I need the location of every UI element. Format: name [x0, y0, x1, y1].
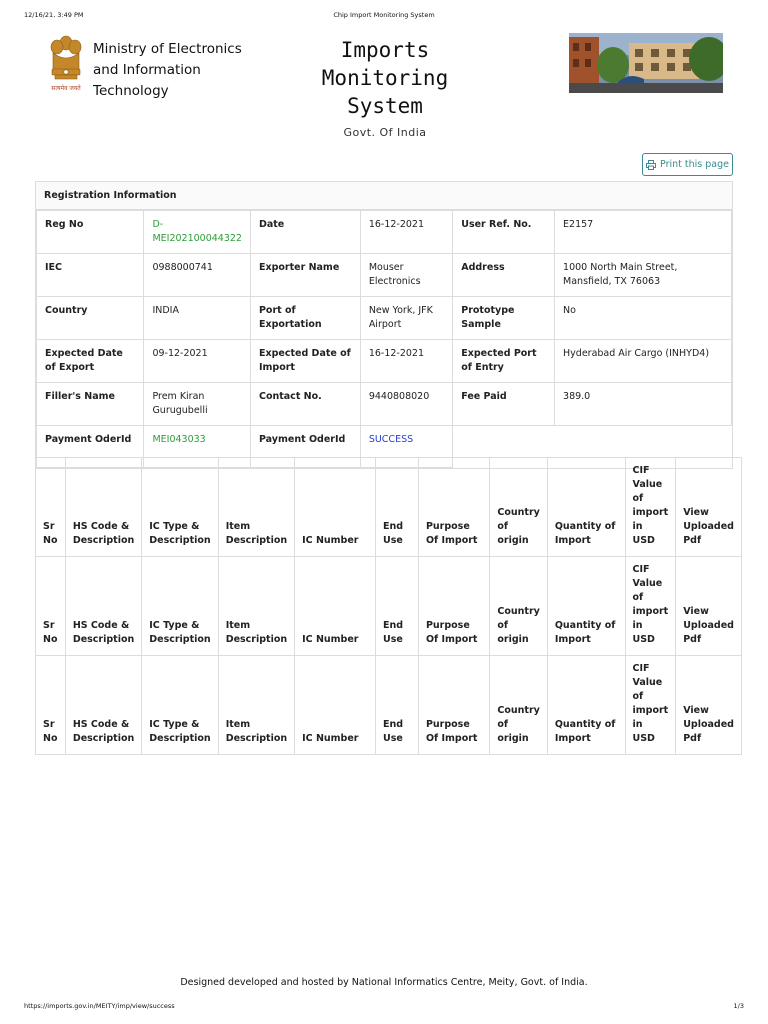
item-header-row [36, 458, 742, 557]
registration-table [36, 210, 732, 468]
column-header: HS Code & Description [65, 458, 141, 557]
field-value: Mouser Electronics [360, 254, 452, 297]
import-items-table [35, 457, 742, 755]
column-header: Item Description [218, 557, 294, 656]
emblem-motto: सत्यमेव जयते [51, 85, 81, 92]
site-title-line-3: System [347, 94, 423, 118]
site-title-block [300, 36, 470, 139]
column-header: IC Type & Description [142, 458, 218, 557]
field-label: IEC [37, 254, 144, 297]
field-label: User Ref. No. [453, 211, 555, 254]
site-title-line-2: Monitoring [321, 66, 449, 90]
field-value: 09-12-2021 [144, 340, 251, 383]
field-value: 16-12-2021 [360, 211, 452, 254]
printer-icon [646, 160, 656, 170]
column-header: End Use [376, 557, 419, 656]
print-page-title: Chip Import Monitoring System [333, 11, 435, 19]
column-header: HS Code & Description [65, 557, 141, 656]
field-label: Payment OderId [250, 426, 360, 468]
column-header: Quantity of Import [547, 557, 625, 656]
building-photo [569, 33, 723, 93]
field-value: New York, JFK Airport [360, 297, 452, 340]
field-label: Port of Exportation [250, 297, 360, 340]
print-url: https://imports.gov.in/MEITY/imp/view/success [24, 1002, 175, 1010]
field-value: Prem Kiran Gurugubelli [144, 383, 251, 426]
column-header: Quantity of Import [547, 656, 625, 755]
registration-heading: Registration Information [36, 182, 732, 210]
field-label: Contact No. [250, 383, 360, 426]
column-header: End Use [376, 458, 419, 557]
field-value: 1000 North Main Street, Mansfield, TX 76063 [555, 254, 732, 297]
registration-row [37, 340, 732, 383]
field-value: INDIA [144, 297, 251, 340]
column-header: Sr No [36, 557, 66, 656]
registration-row [37, 254, 732, 297]
registration-information-panel [35, 181, 733, 469]
field-value: Hyderabad Air Cargo (INHYD4) [555, 340, 732, 383]
column-header: Item Description [218, 458, 294, 557]
field-value: SUCCESS [360, 426, 452, 468]
print-header [24, 11, 744, 21]
field-label: Country [37, 297, 144, 340]
column-header: View Uploaded Pdf [676, 557, 742, 656]
column-header: Country of origin [490, 557, 547, 656]
field-value: MEI043033 [144, 426, 251, 468]
print-footer [24, 1002, 744, 1010]
field-label: Exporter Name [250, 254, 360, 297]
field-label: Payment OderId [37, 426, 144, 468]
print-datetime: 12/16/21, 3:49 PM [24, 11, 84, 19]
registration-row [37, 297, 732, 340]
field-label: Fee Paid [453, 383, 555, 426]
column-header: Sr No [36, 458, 66, 557]
column-header: Quantity of Import [547, 458, 625, 557]
registration-row [37, 383, 732, 426]
print-this-page-button[interactable] [642, 153, 733, 176]
column-header: Purpose Of Import [418, 656, 489, 755]
column-header: IC Number [295, 656, 376, 755]
field-label: Prototype Sample [453, 297, 555, 340]
column-header: View Uploaded Pdf [676, 458, 742, 557]
print-page-number: 1/3 [733, 1002, 744, 1010]
field-label: Expected Date of Export [37, 340, 144, 383]
print-button-label: Print this page [660, 159, 729, 170]
field-value: 9440808020 [360, 383, 452, 426]
item-header-row [36, 557, 742, 656]
column-header: CIF Value of import in USD [625, 458, 676, 557]
field-value: 389.0 [555, 383, 732, 426]
column-header: Country of origin [490, 458, 547, 557]
column-header: End Use [376, 656, 419, 755]
ministry-line-3: Technology [93, 83, 169, 99]
field-value: 0988000741 [144, 254, 251, 297]
field-label: Expected Date of Import [250, 340, 360, 383]
column-header: Purpose Of Import [418, 458, 489, 557]
field-label: Address [453, 254, 555, 297]
column-header: IC Type & Description [142, 656, 218, 755]
column-header: HS Code & Description [65, 656, 141, 755]
field-label: Reg No [37, 211, 144, 254]
field-label: Expected Port of Entry [453, 340, 555, 383]
ministry-branding [46, 33, 256, 103]
column-header: Sr No [36, 656, 66, 755]
column-header: CIF Value of import in USD [625, 557, 676, 656]
ministry-line-1: Ministry of Electronics [93, 41, 242, 57]
field-value: No [555, 297, 732, 340]
site-footer: Designed developed and hosted by National Informatics Centre, Meity, Govt. of India. [180, 977, 588, 988]
site-title [300, 36, 470, 120]
field-label: Date [250, 211, 360, 254]
column-header: Item Description [218, 656, 294, 755]
ministry-name [93, 39, 242, 102]
column-header: Country of origin [490, 656, 547, 755]
column-header: Purpose Of Import [418, 557, 489, 656]
national-emblem-icon [46, 33, 86, 95]
column-header: IC Number [295, 557, 376, 656]
field-value: E2157 [555, 211, 732, 254]
column-header: CIF Value of import in USD [625, 656, 676, 755]
field-label: Filler's Name [37, 383, 144, 426]
column-header: IC Number [295, 458, 376, 557]
column-header: IC Type & Description [142, 557, 218, 656]
field-value: D-MEI202100044322 [144, 211, 251, 254]
column-header: View Uploaded Pdf [676, 656, 742, 755]
site-subtitle: Govt. Of India [343, 126, 427, 139]
field-value: 16-12-2021 [360, 340, 452, 383]
item-header-row [36, 656, 742, 755]
site-title-line-1: Imports [340, 38, 430, 62]
ministry-line-2: and Information [93, 62, 201, 78]
registration-row [37, 211, 732, 254]
